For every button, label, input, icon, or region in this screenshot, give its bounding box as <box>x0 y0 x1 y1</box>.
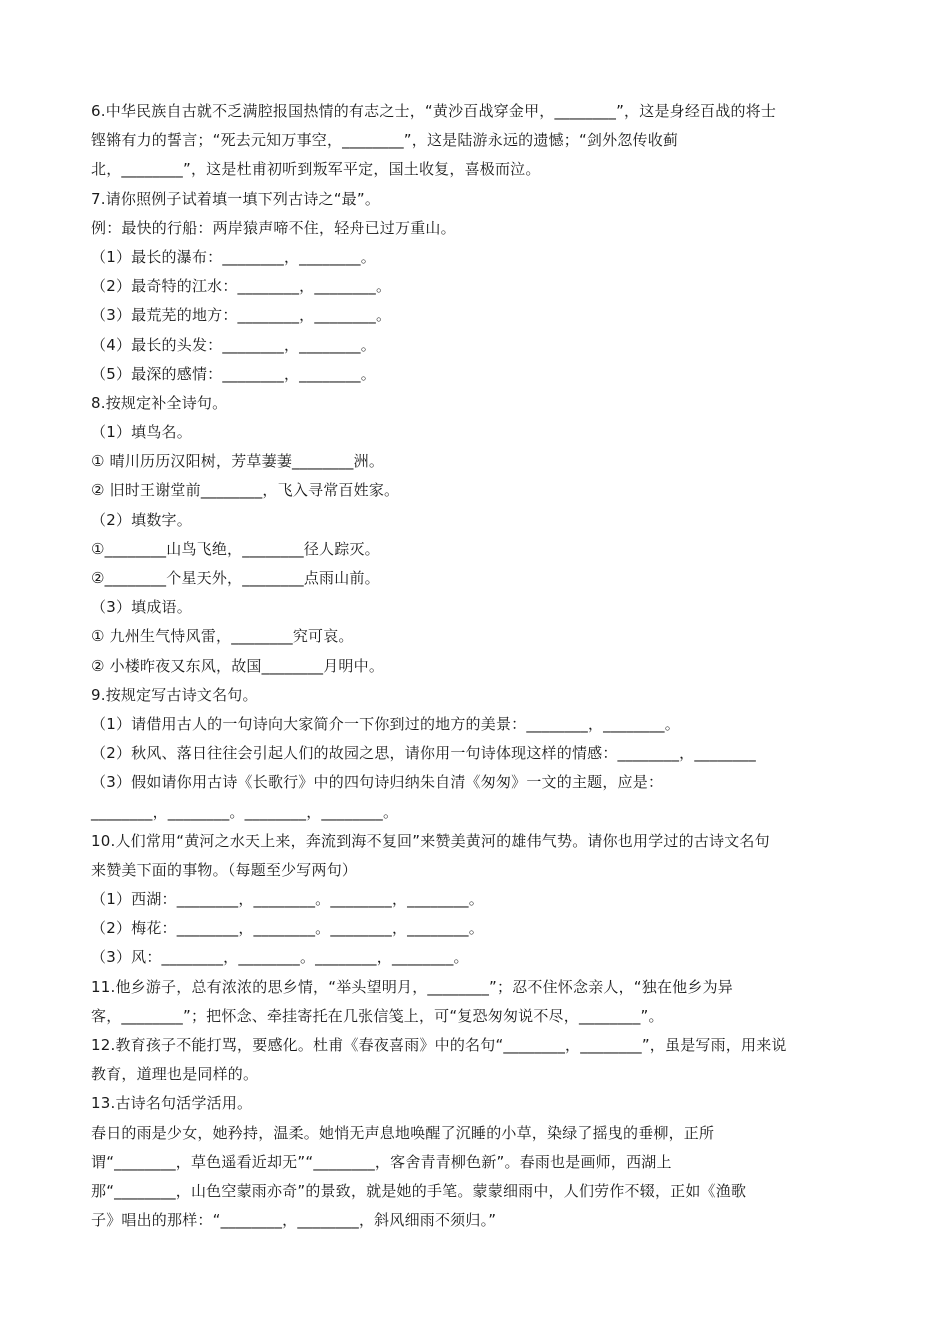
q13-line-1: 春日的雨是少女，她矜持，温柔。她悄无声息地唤醒了沉睡的小草，染绿了摇曳的垂柳，正所 <box>91 1123 715 1142</box>
q10-item-2: （2）梅花：________，________。________，________。 <box>91 919 484 938</box>
q8-section-2-item-2: ②________个星天外，________点雨山前。 <box>91 569 380 587</box>
q9-item-1: （1）请借用古人的一句诗向大家简介一下你到过的地方的美景：________，________。 <box>91 714 680 733</box>
q11-line-2: 客，________”；把怀念、牵挂寄托在几张信笺上，可“复恐匆匆说不尽，________”。 <box>91 1006 664 1025</box>
worksheet-page <box>91 97 871 1235</box>
q13-line-2: 谓“________，草色遥看近却无”“________，客舍青青柳色新”。春雨也是画师，西湖上 <box>91 1152 672 1171</box>
q9-item-3: （3）假如请你用古诗《长歌行》中的四句诗归纳朱自清《匆匆》一文的主题，应是： <box>91 773 664 792</box>
q12-line-2: 教育，道理也是同样的。 <box>91 1065 259 1084</box>
q6-line-1: 6.中华民族自古就不乏满腔报国热情的有志之士，“黄沙百战穿金甲，________”，这是身经百战的将士 <box>91 102 777 120</box>
q10-item-1: （1）西湖：________，________。________，________。 <box>91 890 484 909</box>
q8-section-3: （3）填成语。 <box>91 598 192 617</box>
q10-line-1: 10.人们常用“黄河之水天上来，奔流到海不复回”来赞美黄河的雄伟气势。请你也用学过的古诗文名句 <box>91 831 770 850</box>
q8-section-3-item-1: ① 九州生气恃风雷，________究可哀。 <box>91 627 354 646</box>
q6-line-3: 北，________”，这是杜甫初听到叛军平定，国土收复，喜极而泣。 <box>91 160 541 179</box>
q8-section-2: （2）填数字。 <box>91 510 192 529</box>
q7-title: 7.请你照例子试着填一填下列古诗之“最”。 <box>91 189 381 208</box>
q7-item-4: （4）最长的头发：________，________。 <box>91 335 376 354</box>
q7-item-5: （5）最深的感情：________，________。 <box>91 364 376 383</box>
q11-line-1: 11.他乡游子，总有浓浓的思乡情，“举头望明月，________”；忍不住怀念亲人，“独在他乡为异 <box>91 977 733 996</box>
q9-item-3-blanks: ________，________。________，________。 <box>91 802 399 821</box>
q8-section-1-item-1: ① 晴川历历汉阳树，芳草萋萋________洲。 <box>91 452 385 471</box>
q8-section-2-item-1: ①________山鸟飞绝，________径人踪灭。 <box>91 539 380 558</box>
q10-item-3: （3）风：________，________。________，________。 <box>91 948 469 967</box>
q10-line-2: 来赞美下面的事物。（每题至少写两句） <box>91 860 358 879</box>
q13-line-3: 那“________，山色空蒙雨亦奇”的景致，就是她的手笔。蒙蒙细雨中，人们劳作不辍，正如《渔歌 <box>91 1181 747 1200</box>
q7-item-2: （2）最奇特的江水：________，________。 <box>91 277 392 296</box>
q7-item-3: （3）最荒芜的地方：________，________。 <box>91 306 392 325</box>
q8-title: 8.按规定补全诗句。 <box>91 393 228 412</box>
q12-line-1: 12.教育孩子不能打骂，要感化。杜甫《春夜喜雨》中的名句“________，________”，虽是写雨，用来说 <box>91 1036 787 1054</box>
q9-title: 9.按规定写古诗文名句。 <box>91 685 258 704</box>
q7-item-1: （1）最长的瀑布：________，________。 <box>91 247 376 266</box>
q13-title: 13.古诗名句活学活用。 <box>91 1094 253 1113</box>
q8-section-1: （1）填鸟名。 <box>91 423 192 442</box>
q13-line-4: 子》唱出的那样：“________，________，斜风细雨不须归。” <box>91 1211 497 1230</box>
q7-example: 例：最快的行船：两岸猿声啼不住，轻舟已过万重山。 <box>91 218 456 237</box>
q8-section-3-item-2: ② 小楼昨夜又东风，故国________月明中。 <box>91 656 385 675</box>
q6-line-2: 铿锵有力的誓言；“死去元知万事空，________”，这是陆游永远的遗憾；“剑外忽传收蓟 <box>91 131 679 150</box>
q8-section-1-item-2: ② 旧时王谢堂前________，飞入寻常百姓家。 <box>91 481 400 500</box>
q9-item-2: （2）秋风、落日往往会引起人们的故园之思，请你用一句诗体现这样的情感：________，________ <box>91 744 756 763</box>
